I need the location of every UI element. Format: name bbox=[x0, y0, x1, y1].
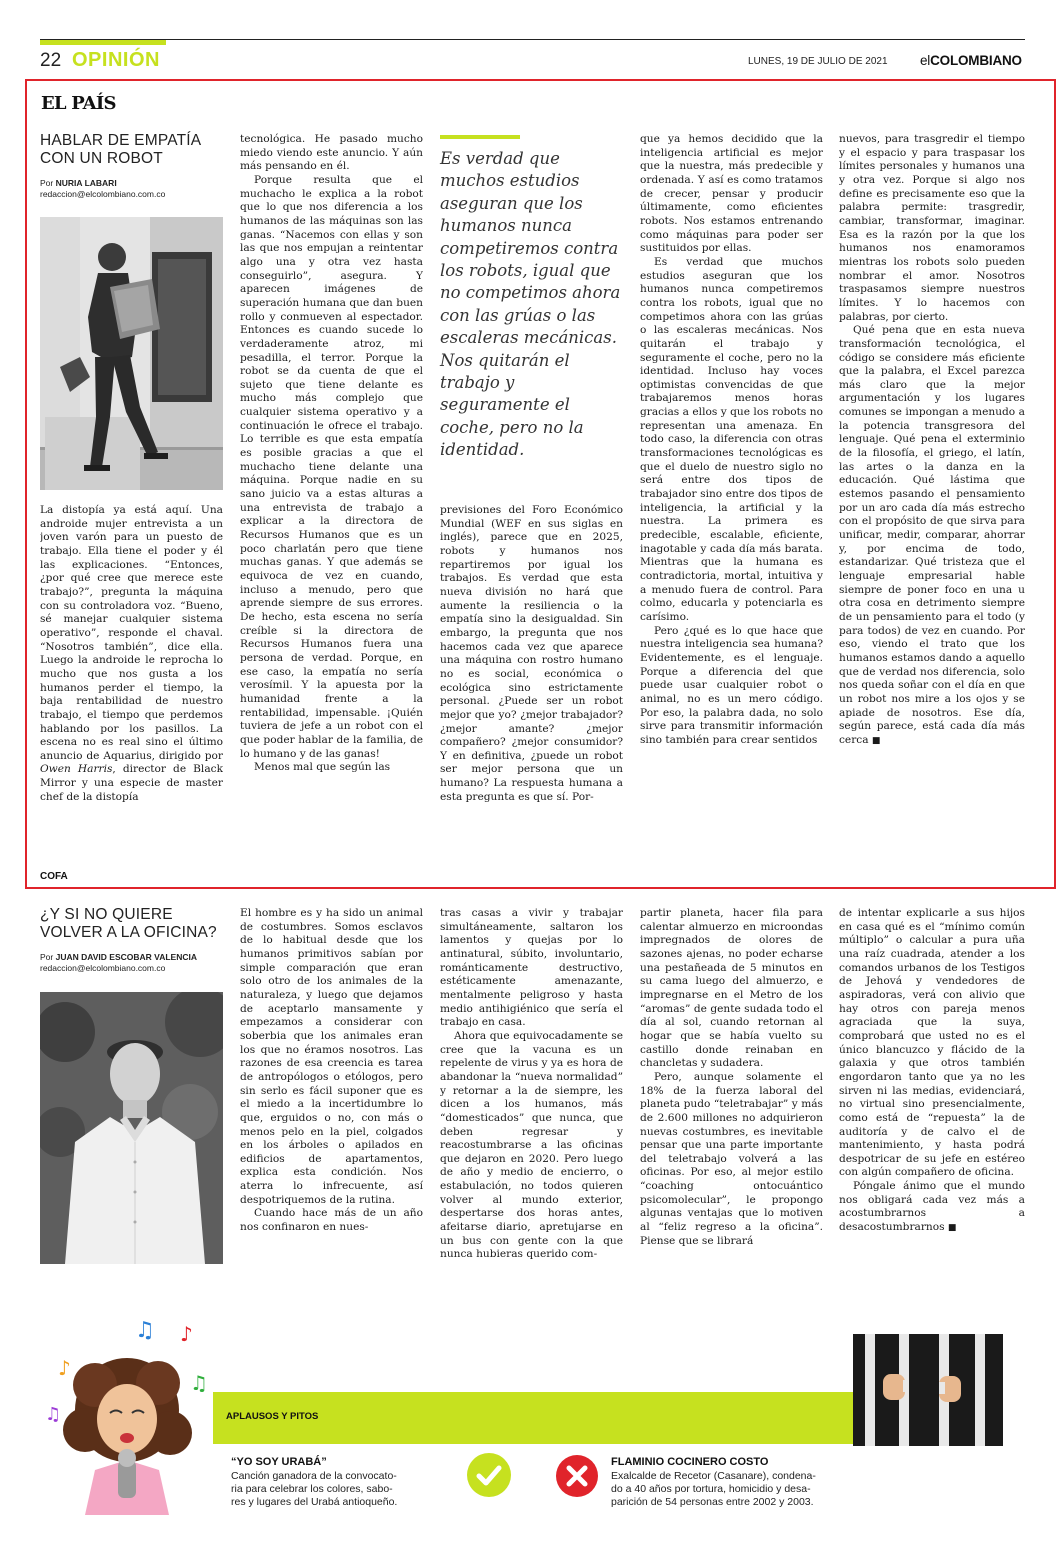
pull-quote: Es verdad que muchos estudios aseguran que los humanos nunca competiremos contra los robots, igual que no competimos ahora con las grúas o las escaleras mecánicas. Nos quitarán el trabajo y seguramente el coche, pero no la identidad. bbox=[440, 149, 621, 460]
paragraph: El hombre es y ha sido un animal de costumbres. Somos esclavos de lo habitual desde que los humanos primitivos sabían por simple comparación que eran solo otro de los animales de la naturaleza, y luego que dejamos de aceptarlo mansamente y empezamos a considerar con soberbia que los animales eran los que no éramos nosotros. Las razones de esa creencia es tarea de antropólogos o etólogos, pero sin serlo es fácil suponer que es el miedo a la incertidumbre lo que, erguidos o no, con más o menos pelo en la piel, colgados en los árboles o apilados en edificios de apartamentos, explica esta condición. Nos aterra lo infrecuente, así despotriquemos de la rutina. bbox=[240, 907, 423, 1206]
column1-text: La distopía ya está aquí. Una androide mujer entrevista a un joven varón para un puesto de trabajo. Ella tiene el poder y él las explicaciones. “Entonces, ¿por qué cree que merece este trabajo?”, pregunta la máquina con su controladora voz. “Bueno, sé manejar cualquier sistema operativo”, responde el chaval. “Nosotros también”, dice ella. Luego la androide le reprocha lo mucho que nos gusta a los humanos perder el tiempo, la baja rentabilidad de nuestro trabajo, el tiempo que perdemos hablando por los pasillos. La escena no es real sino el último anuncio de Aquarius, dirigido por bbox=[40, 504, 223, 762]
byline-prefix: Por bbox=[40, 952, 54, 962]
end-mark-icon: ■ bbox=[947, 1223, 957, 1234]
cross-circle-icon bbox=[556, 1455, 598, 1497]
singer-icon bbox=[40, 1315, 215, 1515]
paragraph: tras casas a vivir y trabajar simultáneamente, saltaron los lamentos y quejas por lo antinatural, súbito, involuntario, románticamente destructivo, estéticamente amenazante, mentalmente peligroso y hasta medio antihigiénico que sería el trabajo en casa. bbox=[440, 907, 623, 1029]
article2-column-5 bbox=[839, 907, 1025, 1313]
byline-prefix: Por bbox=[40, 178, 54, 188]
article1-column-5 bbox=[839, 133, 1025, 846]
newspaper-brand bbox=[920, 54, 1022, 68]
director-name: Owen Harris bbox=[40, 763, 113, 776]
pull-quote-accent bbox=[440, 135, 520, 139]
issue-date: LUNES, 19 DE JULIO DE 2021 bbox=[748, 56, 888, 67]
svg-text:♫: ♫ bbox=[45, 1404, 62, 1425]
check-circle-icon bbox=[467, 1453, 511, 1497]
whistle-title: FLAMINIO COCINERO COSTO bbox=[611, 1456, 769, 1468]
article2-title bbox=[40, 906, 240, 942]
svg-text:♫: ♫ bbox=[135, 1318, 155, 1343]
woman-illustration bbox=[40, 1315, 215, 1515]
text-line: Exalcalde de Recetor (Casanare), condena- bbox=[611, 1470, 816, 1482]
paragraph: Pero, aunque solamente el 18% de la fuerza laboral del planeta pudo “teletrabajar” y más de 2.600 millones no adquirieron nuevas costumbres, es inevitable pensar que una parte importante del teletrabajo volverá a las oficinas. Por eso, al mejor estilo “coaching ontocuántico psicomolecular”, le propongo algunas ventajas que lo motiven al “feliz regreso a la oficina”. Piense que se librará bbox=[640, 1070, 823, 1247]
paragraph: Menos mal que según las bbox=[254, 761, 391, 774]
column1-text-end: , director de Black Mirror y una especie de master chef de la distopía bbox=[40, 763, 223, 803]
page-number: 22 bbox=[40, 50, 62, 71]
article2-column-2 bbox=[240, 907, 423, 1313]
text-line: parición de 54 personas entre 2002 y 2003. bbox=[611, 1496, 814, 1508]
article2-column-4 bbox=[640, 907, 823, 1313]
svg-text:♪: ♪ bbox=[58, 1356, 71, 1380]
paragraph: partir planeta, hacer fila para calentar almuerzo en microondas impregnados de olores de sazones ajenas, no poder echarse una pestañeada de 5 minutos en su cama luego del almuerzo, e impregnarse en el Metro de los “aromas” de gente sudada todo el día al sol, cuando retornan al hogar que se había vuelto su castillo donde reinaban en chancletas y sudadera. bbox=[640, 907, 823, 1070]
svg-text:♫: ♫ bbox=[190, 1371, 208, 1395]
applause-text bbox=[231, 1470, 397, 1509]
statue-illustration bbox=[40, 217, 223, 490]
paragraph: Porque resulta que el muchacho le explica a la robot que lo que nos diferencia a los humanos de las máquinas son las ganas. “Nacemos con ellas y son las que nos empujan a reintentar algo una y otra vez hasta conseguirlo”, asegura. Y aparecen imágenes de superación humana que dan buen rollo y conmueven al espectador. Entonces es cuando sucede lo verdaderamente atroz, mi pesadilla, el terror. Porque la robot se da cuenta de que el sujeto que tiene delante es mucho más complejo que cualquier sistema operativo y a continuación le ofrece el trabajo. Lo terrible es que esta empatía es posible gracias a que el muchacho tiene delante una máquina. Porque nadie en su sano juicio va a estas alturas a una entrevista de trabajo a explicar a la directora de Recursos Humanos que es un poco charlatán pero que tiene muchas ganas. Y que además se equivoca de vez en cuando, incluso a menudo, pero que aprende siempre de sus errores. De hecho, esta escena no sería creíble si la directora de Recursos Humanos fuera una persona de verdad. Porque, en ese caso, la empatía no sería verosímil. Y la apuesta por la humanidad frente a la rentabilidad, impensable. ¡Quién tuviera de jefe a un robot con el que poder hablar de la familia, de lo humano y de las ganas! bbox=[240, 173, 423, 760]
paragraph: que ya hemos decidido que la inteligencia artificial es mejor que la nuestra, más predecible y ordenada. Y así es como tratamos de crecer, pensar y producir últimamente, como eficientes robots. Nos estamos entrenando como máquinas para poder ser sustituidos por ellas. bbox=[640, 133, 823, 255]
author-photo bbox=[40, 992, 223, 1264]
text-line: do a 40 años por tortura, homicidio y desa- bbox=[611, 1483, 811, 1495]
whistle-text bbox=[611, 1470, 816, 1509]
svg-text:♪: ♪ bbox=[180, 1322, 193, 1346]
article-byline bbox=[40, 178, 165, 200]
article2-column-3 bbox=[440, 907, 623, 1313]
paragraph: Pero ¿qué es lo que hace que nuestra inteligencia sea humana? Evidentemente, es el lenguaje. Porque a diferencia del que puede usar cualquier robot o animal, no es un mero código. Por eso, la palabra dada, no solo sirve para transmitir información sino también para crear sentidos bbox=[640, 624, 823, 746]
article2-byline bbox=[40, 952, 197, 974]
paragraph: nuevos, para trasgredir el tiempo y el espacio y para traspasar los límites personales y humanos una y otra vez. Porque si algo nos define es precisamente eso que la palabra permite: trasgredir, cambiar, transformar, imaginar. Esa es la razón por la que los humanos nos enamoramos mientras los robots solo pueden nombrar el amor. Nosotros traspasamos siempre nuestros límites. Y lo hacemos con palabras, por cierto. bbox=[839, 133, 1025, 323]
author-name: JUAN DAVID ESCOBAR VALENCIA bbox=[55, 952, 197, 962]
article1-column-1 bbox=[40, 504, 223, 846]
source-logo: EL PAÍS bbox=[41, 93, 116, 114]
article1-column-2 bbox=[240, 133, 423, 846]
author-portrait-illustration bbox=[40, 992, 223, 1264]
paragraph: tecnológica. He pasado mucho miedo viendo este anuncio. Y aún más pensando en él. bbox=[240, 133, 423, 173]
end-mark-icon: ■ bbox=[871, 735, 881, 746]
article1-column-4 bbox=[640, 133, 823, 846]
article1-column-3 bbox=[440, 504, 623, 846]
section-marker-bar bbox=[40, 40, 166, 45]
text-line: res y lugares del Urabá antioqueño. bbox=[231, 1496, 398, 1508]
jail-bars-illustration bbox=[853, 1334, 1003, 1446]
author-name: NURIA LABARI bbox=[55, 178, 117, 188]
paragraph: Póngale ánimo que el mundo nos obligará cada vez más a acostumbrarnos a desacostumbrarnos bbox=[839, 1180, 1025, 1234]
text-line: Canción ganadora de la convocato- bbox=[231, 1470, 397, 1482]
author-email: redaccion@elcolombiano.com.co bbox=[40, 963, 166, 973]
section-label: COFA bbox=[40, 871, 68, 882]
brand-name: COLOMBIANO bbox=[930, 53, 1022, 68]
paragraph: Qué pena que en esta nueva transformación tecnológica, el código se considere más eficiente que la palabra, el Excel parezca más claro que la mejor argumentación y los lugares comunes se impongan a menudo a la potencia transgresora del lenguaje. Qué pena el exterminio de la filosofía, el griego, el latín, las artes o la danza en la educación. Qué lástima que estemos pasando el pensamiento por un aro cada día más estrecho con el propósito de que sirva para unificar, medir, comparar, ahorrar y, por encima de todo, estandarizar. Qué tristeza que el lenguaje empresarial hable siempre de poner foco en una u otra cosa en detrimento siempre de un pensamiento para el todo (y para todos) de vez en cuando. Por eso, viendo el trato que los humanos estamos dando a aquello que de verdad nos diferencia, solo nos queda soñar con el día en que un robot nos mire a los ojos y se apiade de nosotros. Ese día, según parece, está cada día más cerca bbox=[839, 324, 1025, 746]
paragraph: Es verdad que muchos estudios aseguran que los humanos nunca competiremos contra los robots, igual que no competimos ahora con las grúas o las escaleras mecánicas. Nos quitarán el trabajo y seguramente el coche, pero no la identidad. Incluso hay voces optimistas convencidas de que trabajaremos menos horas gracias a ellos y que los robots no representan una amenaza. En todo caso, la diferencia con otras transformaciones tecnológicas es que el duelo de nuestro siglo no será entre dos tipos de trabajador sino entre dos tipos de inteligencia, la artificial y la nuestra. La primera es predecible, escalable, eficiente, inagotable y cada día más barata. Mientras que la humana es contradictoria, mortal, intuitiva y a menudo fuera de control. Para colmo, educarla y potenciarla es carísimo. bbox=[640, 255, 823, 623]
article-title bbox=[40, 132, 240, 168]
section-name: OPINIÓN bbox=[72, 49, 160, 71]
title-line-2: VOLVER A LA OFICINA? bbox=[40, 924, 217, 941]
title-line-1: ¿Y SI NO QUIERE bbox=[40, 906, 173, 923]
jail-bars-icon bbox=[853, 1334, 1003, 1446]
paragraph: Ahora que equivocadamente se cree que la vacuna es un repelente de virus y ya es hora de abandonar la “nueva normalidad” y retornar a la de siempre, les dicen a los humanos, más “domesticados” que nunca, que deben regresar y reacostumbrarse a las oficinas que dejaron en 2020. Pero luego de año y medio de encierro, o estabulación, no todos quieren volver al mundo exterior, despertarse dos horas antes, afeitarse diario, apretujarse en un bus con gente con la que nunca hubieras querido com- bbox=[440, 1029, 623, 1261]
title-line-2: CON UN ROBOT bbox=[40, 150, 163, 167]
statue-photo bbox=[40, 217, 223, 490]
paragraph: previsiones del Foro Económico Mundial (WEF en sus siglas en inglés), parece que en 2025, robots y humanos nos repartiremos por igual los trabajos. Es verdad que esta nueva división no hará que aumente la resiliencia o la empatía sino la desigualdad. Sin embargo, la pregunta que nos hacemos cada vez que aparece una máquina con rostro humano no es social, económica o ecológica sino estrictamente personal. ¿Puede ser un robot mejor que yo? ¿mejor trabajador? ¿mejor amante? ¿mejor compañero? ¿mejor consumidor? Y en definitiva, ¿puede un robot ser mejor persona que un humano? La respuesta humana a esta pregunta es que sí. Por- bbox=[440, 504, 623, 803]
text-line: ria para celebrar los colores, sabo- bbox=[231, 1483, 393, 1495]
aplausos-label: APLAUSOS Y PITOS bbox=[226, 1411, 319, 1422]
author-email: redaccion@elcolombiano.com.co bbox=[40, 189, 166, 199]
brand-prefix: el bbox=[920, 53, 931, 68]
header-top-rule bbox=[40, 39, 1025, 40]
paragraph: de intentar explicarle a sus hijos en casa qué es el “mínimo común múltiplo” o calcular a pura uña una raíz cuadrada, atender a los comandos urbanos de los Testigos de Jehová y vendedores de aspiradoras, verá con alivio que hay otros con pareja menos agraciada que la suya, comprobará que usted no es el único blancuzco y flácido de la galaxia y que otros también engordaron tanto que ya no les sirven ni las medias, evidenciará, no virtual sino presencialmente, como está de “repuesta” la de auditoría y de calvo el de mantenimiento, y hasta podrá despotricar de su jefe en estéreo con algún compañero de oficina. bbox=[839, 907, 1025, 1179]
title-line-1: HABLAR DE EMPATÍA bbox=[40, 132, 202, 149]
applause-title: “YO SOY URABÁ” bbox=[231, 1456, 327, 1468]
paragraph: Cuando hace más de un año nos confinaron en nues- bbox=[240, 1207, 423, 1234]
